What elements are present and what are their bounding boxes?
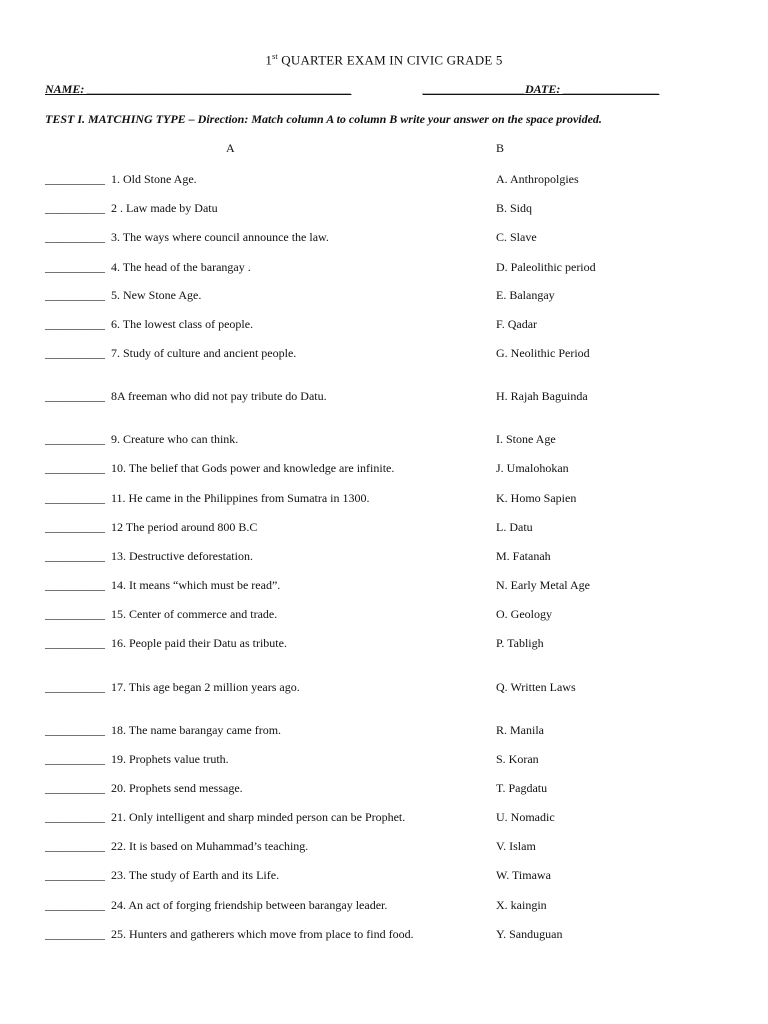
answer-blank[interactable]: __________ [45,752,105,766]
column-a-item: 2 . Law made by Datu [111,201,218,215]
matching-row [45,389,725,405]
column-b-item: A. Anthropolgies [496,172,579,186]
column-b-item: R. Manila [496,723,544,737]
column-a-item: 5. New Stone Age. [111,288,202,302]
column-a-item: 20. Prophets send message. [111,781,243,795]
column-a-item: 1. Old Stone Age. [111,172,197,186]
matching-row [45,201,725,217]
answer-blank[interactable]: __________ [45,389,105,403]
answer-blank[interactable]: __________ [45,230,105,244]
column-b-item: W. Timawa [496,868,551,882]
column-b-item: G. Neolithic Period [496,346,590,360]
column-a-header: A [226,141,235,155]
column-a-item: 17. This age began 2 million years ago. [111,680,300,694]
answer-blank[interactable]: __________ [45,868,105,882]
answer-blank[interactable]: __________ [45,260,105,274]
answer-blank[interactable]: __________ [45,432,105,446]
matching-row [45,230,725,246]
answer-blank[interactable]: __________ [45,898,105,912]
answer-blank[interactable]: __________ [45,461,105,475]
date-field[interactable]: _________________DATE: ________________ [423,82,660,96]
test-heading: TEST I. MATCHING TYPE – Direction: Match column A to column B write your answer on the space provided. [45,112,602,126]
column-b-item: H. Rajah Baguinda [496,389,588,403]
column-a-item: 18. The name barangay came from. [111,723,282,737]
matching-row [45,607,725,623]
column-a-item: 13. Destructive deforestation. [111,549,253,563]
column-b-item: T. Pagdatu [496,781,548,795]
column-a-item: 9. Creature who can think. [111,432,239,446]
student-info-line [45,82,660,97]
column-a-item: 10. The belief that Gods power and knowledge are infinite. [111,461,395,475]
column-b-item: L. Datu [496,520,533,534]
answer-blank[interactable]: __________ [45,723,105,737]
column-b-item: J. Umalohokan [496,461,569,475]
answer-blank[interactable]: __________ [45,288,105,302]
answer-blank[interactable]: __________ [45,549,105,563]
column-a-item: 19. Prophets value truth. [111,752,229,766]
exam-title-superscript: st [272,52,278,61]
column-b-item: Y. Sanduguan [496,927,563,941]
column-a-item: 12 The period around 800 B.C [111,520,258,534]
matching-row [45,752,725,768]
matching-row [45,636,725,652]
answer-blank[interactable]: __________ [45,520,105,534]
column-b-item: M. Fatanah [496,549,551,563]
matching-row [45,723,725,739]
column-b-header: B [496,141,505,155]
column-b-item: P. Tabligh [496,636,544,650]
column-b-item: S. Koran [496,752,539,766]
column-b-item: N. Early Metal Age [496,578,590,592]
column-a-item: 25. Hunters and gatherers which move from place to find food. [111,927,414,941]
column-b-item: I. Stone Age [496,432,556,446]
column-a-item: 21. Only intelligent and sharp minded person can be Prophet. [111,810,406,824]
column-b-item: O. Geology [496,607,552,621]
answer-blank[interactable]: __________ [45,317,105,331]
column-b-item: D. Paleolithic period [496,260,596,274]
matching-row [45,549,725,565]
column-b-item: F. Qadar [496,317,538,331]
matching-row [45,317,725,333]
column-b-item: B. Sidq [496,201,533,215]
exam-title-number: 1 [265,52,273,68]
matching-row [45,810,725,826]
column-b-item: C. Slave [496,230,537,244]
answer-blank[interactable]: __________ [45,680,105,694]
column-a-item: 3. The ways where council announce the law. [111,230,329,244]
answer-blank[interactable]: __________ [45,578,105,592]
exam-title [0,52,768,68]
matching-row [45,927,725,943]
column-a-item: 24. An act of forging friendship between barangay leader. [111,898,388,912]
matching-row [45,432,725,448]
matching-row [45,781,725,797]
column-a-item: 8A freeman who did not pay tribute do Datu. [111,389,327,403]
column-a-item: 6. The lowest class of people. [111,317,254,331]
matching-row [45,578,725,594]
matching-row [45,520,725,536]
answer-blank[interactable]: __________ [45,636,105,650]
matching-row [45,461,725,477]
exam-title-text: QUARTER EXAM IN CIVIC GRADE 5 [277,52,503,68]
answer-blank[interactable]: __________ [45,491,105,505]
matching-row [45,172,725,188]
answer-blank[interactable]: __________ [45,839,105,853]
answer-blank[interactable]: __________ [45,927,105,941]
answer-blank[interactable]: __________ [45,810,105,824]
answer-blank[interactable]: __________ [45,607,105,621]
column-a-item: 16. People paid their Datu as tribute. [111,636,287,650]
column-a-item: 11. He came in the Philippines from Sumatra in 1300. [111,491,370,505]
column-b-item: E. Balangay [496,288,555,302]
column-a-item: 4. The head of the barangay . [111,260,251,274]
matching-row [45,491,725,507]
answer-blank[interactable]: __________ [45,781,105,795]
column-a-item: 7. Study of culture and ancient people. [111,346,297,360]
matching-row [45,898,725,914]
column-b-item: U. Nomadic [496,810,555,824]
column-b-item: Q. Written Laws [496,680,576,694]
column-b-item: V. Islam [496,839,536,853]
column-a-item: 23. The study of Earth and its Life. [111,868,280,882]
matching-row [45,868,725,884]
column-a-item: 14. It means “which must be read”. [111,578,281,592]
matching-row [45,839,725,855]
matching-row [45,680,725,696]
name-field[interactable]: NAME: ____________________________________________ [45,82,352,96]
answer-blank[interactable]: __________ [45,172,105,186]
matching-row [45,260,725,276]
column-b-item: X. kaingin [496,898,547,912]
column-b-item: K. Homo Sapien [496,491,577,505]
column-a-item: 15. Center of commerce and trade. [111,607,278,621]
answer-blank[interactable]: __________ [45,201,105,215]
answer-blank[interactable]: __________ [45,346,105,360]
column-a-item: 22. It is based on Muhammad’s teaching. [111,839,309,853]
matching-row [45,288,725,304]
matching-row [45,346,725,362]
